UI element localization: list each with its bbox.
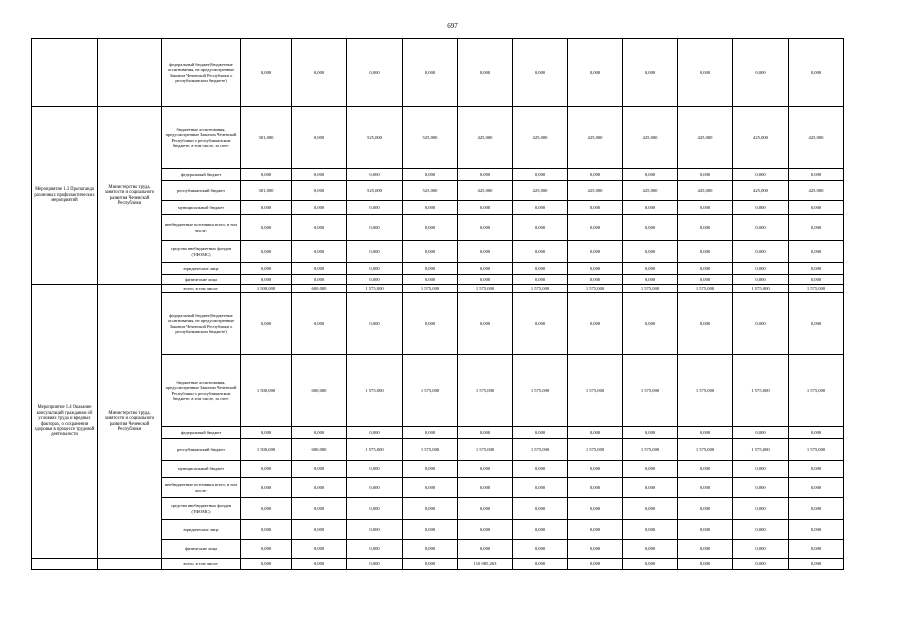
value-cell: 0,000	[623, 540, 678, 559]
value-cell: 0,000	[623, 559, 678, 570]
value-cell: 0,000	[458, 275, 513, 285]
value-cell: 0,000	[678, 540, 733, 559]
value-cell: 1 575,000	[568, 355, 623, 427]
value-cell: 1 575,000	[789, 439, 844, 461]
value-cell: 0,000	[458, 478, 513, 498]
value-cell: 0,000	[241, 559, 292, 570]
value-cell: 0,000	[458, 263, 513, 275]
value-cell: 0,000	[789, 201, 844, 215]
value-cell: 1 575,000	[733, 285, 789, 293]
value-cell: 0,000	[568, 520, 623, 540]
value-cell: 0,000	[789, 293, 844, 355]
value-cell: 0,000	[403, 478, 458, 498]
funding-source-cell: внебюджетные источники всего, в том числе:	[162, 478, 241, 498]
value-cell: 0,000	[568, 201, 623, 215]
value-cell: 0,000	[623, 39, 678, 107]
funding-source-cell: федеральный бюджет(бюджетные ассигнования, не предусмотренные Законом Чеченской Республики о республиканском бюджете)	[162, 39, 241, 107]
value-cell: 0,000	[513, 39, 568, 107]
value-cell: 1 500,000	[241, 355, 292, 427]
value-cell: 425,000	[733, 181, 789, 201]
value-cell: 600,000	[292, 355, 347, 427]
value-cell: 0,000	[292, 107, 347, 169]
value-cell: 0,000	[292, 427, 347, 439]
value-cell: 0,000	[678, 520, 733, 540]
funding-source-cell: бюджетные ассигнования, предусмотренные Законом Чеченской Республики о республиканском бюджете, в том числе, за счет:	[162, 355, 241, 427]
value-cell: 0,000	[513, 275, 568, 285]
value-cell: 0,000	[347, 201, 403, 215]
value-cell: 425,000	[568, 181, 623, 201]
value-cell: 0,000	[623, 478, 678, 498]
value-cell: 0,000	[733, 263, 789, 275]
value-cell: 1 575,000	[347, 285, 403, 293]
value-cell: 0,000	[568, 215, 623, 241]
value-cell: 425,000	[513, 181, 568, 201]
value-cell: 0,000	[513, 461, 568, 478]
value-cell: 0,000	[403, 293, 458, 355]
value-cell: 0,000	[292, 478, 347, 498]
value-cell: 0,000	[623, 498, 678, 520]
value-cell: 425,000	[623, 107, 678, 169]
value-cell: 0,000	[347, 559, 403, 570]
value-cell: 0,000	[403, 461, 458, 478]
value-cell: 0,000	[292, 181, 347, 201]
value-cell: 600,000	[292, 285, 347, 293]
value-cell: 0,000	[568, 461, 623, 478]
value-cell: 0,000	[789, 427, 844, 439]
value-cell: 0,000	[568, 559, 623, 570]
value-cell: 0,000	[241, 498, 292, 520]
value-cell: 0,000	[789, 461, 844, 478]
value-cell: 0,000	[733, 498, 789, 520]
value-cell: 0,000	[789, 498, 844, 520]
executor-cell: Министерство труда, занятости и социального развития Чеченской Республики	[98, 285, 162, 559]
value-cell: 0,000	[403, 263, 458, 275]
event-cell: Мероприятие 1.4 Оказание консультаций гражданам об условиях труда и вредных факторах, о сохранении здоровья в процессе трудовой деятельности	[32, 285, 98, 559]
value-cell: 0,000	[292, 275, 347, 285]
value-cell: 0,000	[678, 293, 733, 355]
value-cell: 0,000	[458, 169, 513, 181]
value-cell: 0,000	[733, 540, 789, 559]
value-cell: 0,000	[347, 293, 403, 355]
value-cell: 0,000	[513, 520, 568, 540]
value-cell: 525,000	[403, 181, 458, 201]
value-cell: 0,000	[789, 263, 844, 275]
funding-source-cell: республиканский бюджет	[162, 181, 241, 201]
executor-cell: Министерство труда, занятости и социального развития Чеченской Республики	[98, 107, 162, 285]
value-cell: 425,000	[458, 181, 513, 201]
value-cell: 0,000	[733, 169, 789, 181]
value-cell: 0,000	[347, 169, 403, 181]
value-cell: 1 575,000	[733, 355, 789, 427]
value-cell: 0,000	[241, 520, 292, 540]
funding-source-cell: средства внебюджетных фондов (ТФОМС)	[162, 241, 241, 263]
value-cell: 0,000	[241, 540, 292, 559]
value-cell: 0,000	[241, 263, 292, 275]
value-cell: 0,000	[347, 215, 403, 241]
value-cell: 425,000	[789, 181, 844, 201]
value-cell: 0,000	[513, 215, 568, 241]
value-cell: 525,000	[347, 181, 403, 201]
value-cell: 0,000	[292, 201, 347, 215]
value-cell: 0,000	[733, 293, 789, 355]
value-cell: 0,000	[568, 169, 623, 181]
value-cell: 0,000	[513, 559, 568, 570]
value-cell: 0,000	[458, 39, 513, 107]
value-cell: 1 575,000	[568, 439, 623, 461]
value-cell: 0,000	[241, 293, 292, 355]
value-cell: 0,000	[789, 520, 844, 540]
value-cell: 1 575,000	[347, 439, 403, 461]
value-cell: 0,000	[678, 427, 733, 439]
value-cell: 0,000	[513, 263, 568, 275]
value-cell: 0,000	[568, 241, 623, 263]
value-cell: 0,000	[347, 461, 403, 478]
value-cell: 0,000	[458, 293, 513, 355]
value-cell: 0,000	[678, 241, 733, 263]
value-cell: 0,000	[623, 215, 678, 241]
value-cell: 600,000	[292, 439, 347, 461]
value-cell: 0,000	[292, 215, 347, 241]
value-cell: 1 575,000	[623, 285, 678, 293]
value-cell: 1 575,000	[623, 439, 678, 461]
value-cell: 425,000	[623, 181, 678, 201]
value-cell: 1 575,000	[458, 439, 513, 461]
value-cell: 0,000	[458, 540, 513, 559]
value-cell: 1 575,000	[347, 355, 403, 427]
value-cell: 0,000	[568, 263, 623, 275]
value-cell: 0,000	[292, 263, 347, 275]
funding-source-cell: федеральный бюджет	[162, 427, 241, 439]
funding-source-cell: средства внебюджетных фондов (ТФОМС)	[162, 498, 241, 520]
value-cell: 1 500,000	[241, 439, 292, 461]
value-cell: 0,000	[513, 427, 568, 439]
value-cell: 0,000	[403, 201, 458, 215]
value-cell: 0,000	[292, 520, 347, 540]
value-cell: 1 575,000	[513, 439, 568, 461]
value-cell: 0,000	[733, 241, 789, 263]
value-cell: 0,000	[789, 540, 844, 559]
value-cell: 301,000	[241, 181, 292, 201]
value-cell: 0,000	[733, 520, 789, 540]
value-cell: 0,000	[347, 263, 403, 275]
value-cell: 0,000	[403, 169, 458, 181]
value-cell: 0,000	[347, 520, 403, 540]
value-cell: 425,000	[733, 107, 789, 169]
value-cell: 1 575,000	[733, 439, 789, 461]
value-cell: 1 575,000	[623, 355, 678, 427]
value-cell: 0,000	[678, 39, 733, 107]
value-cell: 0,000	[678, 169, 733, 181]
funding-source-cell: юридические лица	[162, 263, 241, 275]
table-row	[32, 559, 844, 570]
funding-source-cell: внебюджетные источники всего, в том числе:	[162, 215, 241, 241]
value-cell: 0,000	[513, 201, 568, 215]
value-cell: 425,000	[458, 107, 513, 169]
value-cell: 1 575,000	[458, 355, 513, 427]
executor-cell	[98, 559, 162, 570]
value-cell: 0,000	[347, 275, 403, 285]
value-cell: 0,000	[678, 461, 733, 478]
value-cell: 0,000	[403, 39, 458, 107]
value-cell: 0,000	[458, 201, 513, 215]
funding-source-cell: федеральный бюджет	[162, 169, 241, 181]
value-cell: 1 575,000	[403, 355, 458, 427]
value-cell: 0,000	[678, 478, 733, 498]
value-cell: 1 575,000	[458, 285, 513, 293]
value-cell: 1 575,000	[789, 285, 844, 293]
value-cell: 0,000	[292, 39, 347, 107]
value-cell: 0,000	[292, 498, 347, 520]
value-cell: 1 575,000	[403, 439, 458, 461]
value-cell: 0,000	[623, 201, 678, 215]
value-cell: 0,000	[568, 540, 623, 559]
value-cell: 0,000	[347, 427, 403, 439]
funding-source-cell: физические лица	[162, 275, 241, 285]
value-cell: 0,000	[733, 201, 789, 215]
value-cell: 0,000	[733, 478, 789, 498]
value-cell: 0,000	[458, 241, 513, 263]
value-cell: 0,000	[568, 293, 623, 355]
value-cell: 0,000	[568, 427, 623, 439]
value-cell: 0,000	[733, 427, 789, 439]
value-cell: 0,000	[403, 540, 458, 559]
value-cell: 1 575,000	[513, 285, 568, 293]
value-cell: 0,000	[513, 540, 568, 559]
value-cell: 0,000	[623, 241, 678, 263]
value-cell: 0,000	[733, 39, 789, 107]
value-cell: 0,000	[513, 498, 568, 520]
table-row	[32, 39, 844, 107]
value-cell: 0,000	[241, 275, 292, 285]
value-cell: 0,000	[513, 293, 568, 355]
value-cell: 0,000	[623, 263, 678, 275]
value-cell: 0,000	[241, 478, 292, 498]
funding-source-cell: муниципальный бюджет	[162, 201, 241, 215]
value-cell: 0,000	[403, 215, 458, 241]
value-cell: 0,000	[403, 520, 458, 540]
value-cell: 0,000	[292, 461, 347, 478]
value-cell: 0,000	[347, 540, 403, 559]
value-cell: 0,000	[568, 478, 623, 498]
value-cell: 0,000	[347, 39, 403, 107]
value-cell: 0,000	[347, 241, 403, 263]
value-cell: 0,000	[241, 215, 292, 241]
value-cell: 0,000	[241, 39, 292, 107]
table-row	[32, 107, 844, 169]
value-cell: 0,000	[733, 275, 789, 285]
value-cell: 0,000	[678, 498, 733, 520]
value-cell: 0,000	[292, 293, 347, 355]
value-cell: 0,000	[733, 215, 789, 241]
value-cell: 1 575,000	[403, 285, 458, 293]
value-cell: 0,000	[458, 427, 513, 439]
value-cell: 0,000	[513, 478, 568, 498]
event-cell: Мероприятие 1.3 Пропаганда различных профилактических мероприятий	[32, 107, 98, 285]
value-cell: 0,000	[403, 275, 458, 285]
value-cell: 0,000	[241, 169, 292, 181]
value-cell: 0,000	[623, 427, 678, 439]
value-cell: 0,000	[292, 169, 347, 181]
funding-source-cell: физические лица	[162, 540, 241, 559]
value-cell: 0,000	[623, 169, 678, 181]
value-cell: 0,000	[292, 540, 347, 559]
value-cell: 0,000	[623, 461, 678, 478]
value-cell: 0,000	[568, 498, 623, 520]
value-cell: 0,000	[241, 201, 292, 215]
value-cell: 425,000	[678, 107, 733, 169]
value-cell: 525,000	[347, 107, 403, 169]
value-cell: 0,000	[789, 215, 844, 241]
value-cell: 0,000	[513, 241, 568, 263]
funding-source-cell: всего, в том числе:	[162, 285, 241, 293]
value-cell: 0,000	[623, 520, 678, 540]
value-cell: 0,000	[733, 559, 789, 570]
value-cell: 1 575,000	[513, 355, 568, 427]
value-cell: 0,000	[403, 241, 458, 263]
budget-table	[31, 38, 844, 570]
value-cell: 0,000	[458, 461, 513, 478]
value-cell: 0,000	[789, 169, 844, 181]
value-cell: 1 575,000	[678, 285, 733, 293]
value-cell: 0,000	[789, 478, 844, 498]
value-cell: 0,000	[789, 241, 844, 263]
value-cell: 0,000	[733, 461, 789, 478]
value-cell: 0,000	[513, 169, 568, 181]
value-cell: 301,000	[241, 107, 292, 169]
funding-source-cell: республиканский бюджет	[162, 439, 241, 461]
value-cell: 0,000	[241, 461, 292, 478]
value-cell: 0,000	[292, 559, 347, 570]
funding-source-cell: муниципальный бюджет	[162, 461, 241, 478]
value-cell: 0,000	[403, 498, 458, 520]
value-cell: 425,000	[513, 107, 568, 169]
value-cell: 0,000	[292, 241, 347, 263]
value-cell: 0,000	[347, 498, 403, 520]
value-cell: 425,000	[678, 181, 733, 201]
value-cell: 0,000	[623, 293, 678, 355]
value-cell: 1 575,000	[789, 355, 844, 427]
value-cell: 0,000	[241, 427, 292, 439]
value-cell: 0,000	[678, 201, 733, 215]
value-cell: 0,000	[403, 559, 458, 570]
value-cell: 0,000	[458, 498, 513, 520]
value-cell: 0,000	[623, 275, 678, 285]
value-cell: 0,000	[347, 478, 403, 498]
value-cell: 0,000	[568, 275, 623, 285]
value-cell: 0,000	[789, 559, 844, 570]
value-cell: 0,000	[678, 215, 733, 241]
value-cell: 0,000	[678, 263, 733, 275]
funding-source-cell: федеральный бюджет(бюджетные ассигнования, не предусмотренные Законом Чеченской Республики о республиканском бюджете)	[162, 293, 241, 355]
value-cell: 1 575,000	[678, 355, 733, 427]
funding-source-cell: всего, в том числе:	[162, 559, 241, 570]
funding-source-cell: юридические лица	[162, 520, 241, 540]
table-row	[32, 285, 844, 293]
funding-source-cell: бюджетные ассигнования, предусмотренные Законом Чеченской Республики о республиканском бюджете, в том числе, за счет:	[162, 107, 241, 169]
value-cell: 525,000	[403, 107, 458, 169]
value-cell: 0,000	[241, 241, 292, 263]
event-cell	[32, 559, 98, 570]
value-cell: 425,000	[568, 107, 623, 169]
value-cell: 0,000	[678, 559, 733, 570]
value-cell: 0,000	[458, 215, 513, 241]
value-cell: 0,000	[458, 520, 513, 540]
page-number: 697	[447, 22, 458, 30]
value-cell: 0,000	[678, 275, 733, 285]
event-cell	[32, 39, 98, 107]
value-cell: 0,000	[403, 427, 458, 439]
value-cell: 1 575,000	[568, 285, 623, 293]
executor-cell	[98, 39, 162, 107]
value-cell: 1 500,000	[241, 285, 292, 293]
value-cell: 0,000	[789, 39, 844, 107]
value-cell: 0,000	[568, 39, 623, 107]
value-cell: 0,000	[789, 275, 844, 285]
value-cell: 425,000	[789, 107, 844, 169]
value-cell: 110 085,263	[458, 559, 513, 570]
value-cell: 1 575,000	[678, 439, 733, 461]
